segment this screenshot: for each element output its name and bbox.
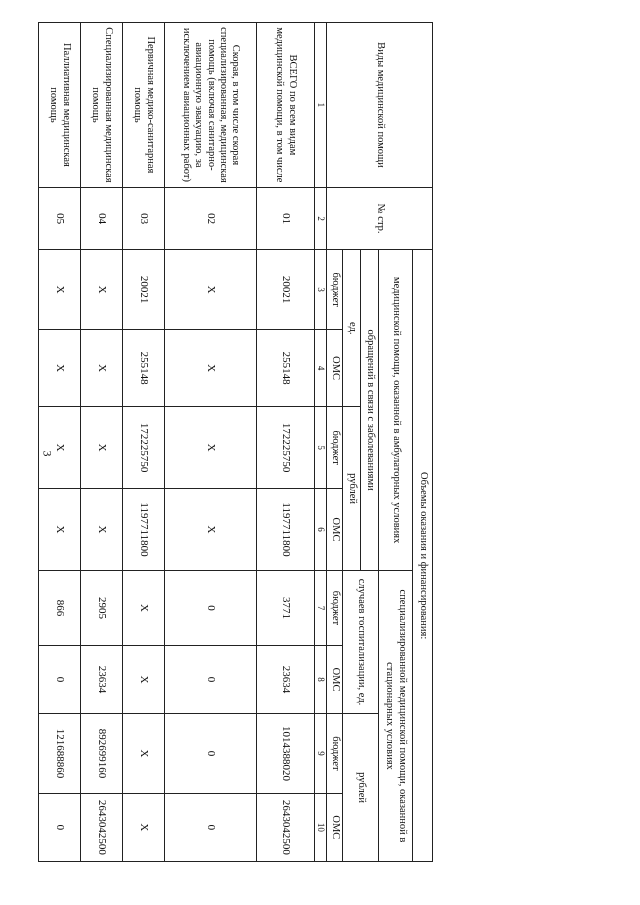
cell-amb-budget-rub: 172225750 <box>257 407 315 489</box>
row-name: Паллиативная медицинская помощь <box>39 23 81 188</box>
header-stationary-units: случаев госпитализации, ед. <box>343 570 379 713</box>
table-row <box>165 23 257 862</box>
col-number: 3 <box>315 250 327 330</box>
cell-amb-budget-rub: X <box>81 407 123 489</box>
header-budget: бюджет <box>327 570 343 645</box>
cell-stat-budget-ed: X <box>123 570 165 645</box>
table-row <box>81 23 123 862</box>
cell-stat-oms-ed: X <box>123 645 165 713</box>
header-stationary-rub: рублей <box>343 714 379 862</box>
col-number: 2 <box>315 187 327 250</box>
cell-stat-budget-ed: 866 <box>39 570 81 645</box>
cell-stat-oms-rub: 2643042500 <box>257 793 315 861</box>
cell-amb-budget-ed: 20021 <box>257 250 315 330</box>
row-no: 04 <box>81 187 123 250</box>
cell-amb-oms-ed: X <box>81 329 123 406</box>
cell-amb-oms-rub: X <box>39 489 81 571</box>
cell-stat-oms-rub: 0 <box>39 793 81 861</box>
col-number: 8 <box>315 645 327 713</box>
cell-stat-budget-ed: 2905 <box>81 570 123 645</box>
header-budget: бюджет <box>327 250 343 330</box>
cell-amb-oms-rub: 1197711800 <box>257 489 315 571</box>
medical-care-volumes-table <box>38 22 433 862</box>
col-number: 1 <box>315 23 327 188</box>
cell-stat-budget-rub: X <box>123 714 165 794</box>
col-number: 4 <box>315 329 327 406</box>
cell-stat-budget-rub: 892699160 <box>81 714 123 794</box>
header-ambulatory: медицинской помощи, оказанной в амбулаторных условиях <box>379 250 413 571</box>
cell-stat-budget-ed: 0 <box>165 570 257 645</box>
cell-stat-oms-rub: 2643042500 <box>81 793 123 861</box>
col-number: 6 <box>315 489 327 571</box>
header-types: Виды медицинской помощи <box>327 23 433 188</box>
cell-stat-budget-rub: 121688860 <box>39 714 81 794</box>
header-oms: ОМС <box>327 489 343 571</box>
col-number: 7 <box>315 570 327 645</box>
cell-amb-budget-rub: 172225750 <box>123 407 165 489</box>
cell-amb-oms-rub: X <box>81 489 123 571</box>
header-oms: ОМС <box>327 329 343 406</box>
cell-stat-budget-rub: 0 <box>165 714 257 794</box>
row-no: 02 <box>165 187 257 250</box>
cell-amb-budget-ed: X <box>39 250 81 330</box>
cell-stat-oms-ed: 0 <box>39 645 81 713</box>
table-row <box>123 23 165 862</box>
cell-stat-oms-rub: X <box>123 793 165 861</box>
row-no: 05 <box>39 187 81 250</box>
row-name: ВСЕГО по всем видам медицинской помощи, в том числе <box>257 23 315 188</box>
cell-amb-oms-ed: 255148 <box>123 329 165 406</box>
cell-stat-oms-ed: 0 <box>165 645 257 713</box>
row-name: Скорая, в том числе скорая специализированная, медицинская помощь (включая санитарно-авиационную эвакуацию, за исключением авиационных работ) <box>165 23 257 188</box>
cell-amb-budget-ed: 20021 <box>123 250 165 330</box>
cell-amb-budget-ed: X <box>81 250 123 330</box>
col-number: 9 <box>315 714 327 794</box>
header-budget: бюджет <box>327 407 343 489</box>
cell-amb-oms-rub: 1197711800 <box>123 489 165 571</box>
cell-amb-oms-ed: 255148 <box>257 329 315 406</box>
cell-amb-oms-rub: X <box>165 489 257 571</box>
row-no: 03 <box>123 187 165 250</box>
header-amb-rub: рублей <box>343 407 361 571</box>
table-row <box>39 23 81 862</box>
header-volumes: Объемы оказания и финансирования: <box>413 250 433 862</box>
header-oms: ОМС <box>327 645 343 713</box>
col-number: 10 <box>315 793 327 861</box>
cell-stat-budget-ed: 3771 <box>257 570 315 645</box>
header-stationary: специализированной медицинской помощи, оказанной в стационарных условиях <box>379 570 413 861</box>
cell-amb-oms-ed: X <box>165 329 257 406</box>
cell-amb-oms-ed: X <box>39 329 81 406</box>
col-number: 5 <box>315 407 327 489</box>
header-amb-ed: ед. <box>343 250 361 407</box>
cell-stat-budget-rub: 1014388020 <box>257 714 315 794</box>
header-ambulatory-units: обращений в связи с заболеваниями <box>361 250 379 571</box>
header-oms: ОМС <box>327 793 343 861</box>
cell-stat-oms-ed: 23634 <box>257 645 315 713</box>
header-budget: бюджет <box>327 714 343 794</box>
row-no: 01 <box>257 187 315 250</box>
page-number: 3 <box>40 450 55 457</box>
cell-amb-budget-rub: X <box>165 407 257 489</box>
cell-stat-oms-rub: 0 <box>165 793 257 861</box>
cell-amb-budget-ed: X <box>165 250 257 330</box>
row-name: Специализированная медицинская помощь <box>81 23 123 188</box>
table-row <box>257 23 315 862</box>
header-row-no: № стр. <box>327 187 433 250</box>
rotated-table-container <box>48 22 433 862</box>
cell-amb-budget-rub: X <box>39 407 81 489</box>
cell-stat-oms-ed: 23634 <box>81 645 123 713</box>
row-name: Первичная медико-санитарная помощь <box>123 23 165 188</box>
